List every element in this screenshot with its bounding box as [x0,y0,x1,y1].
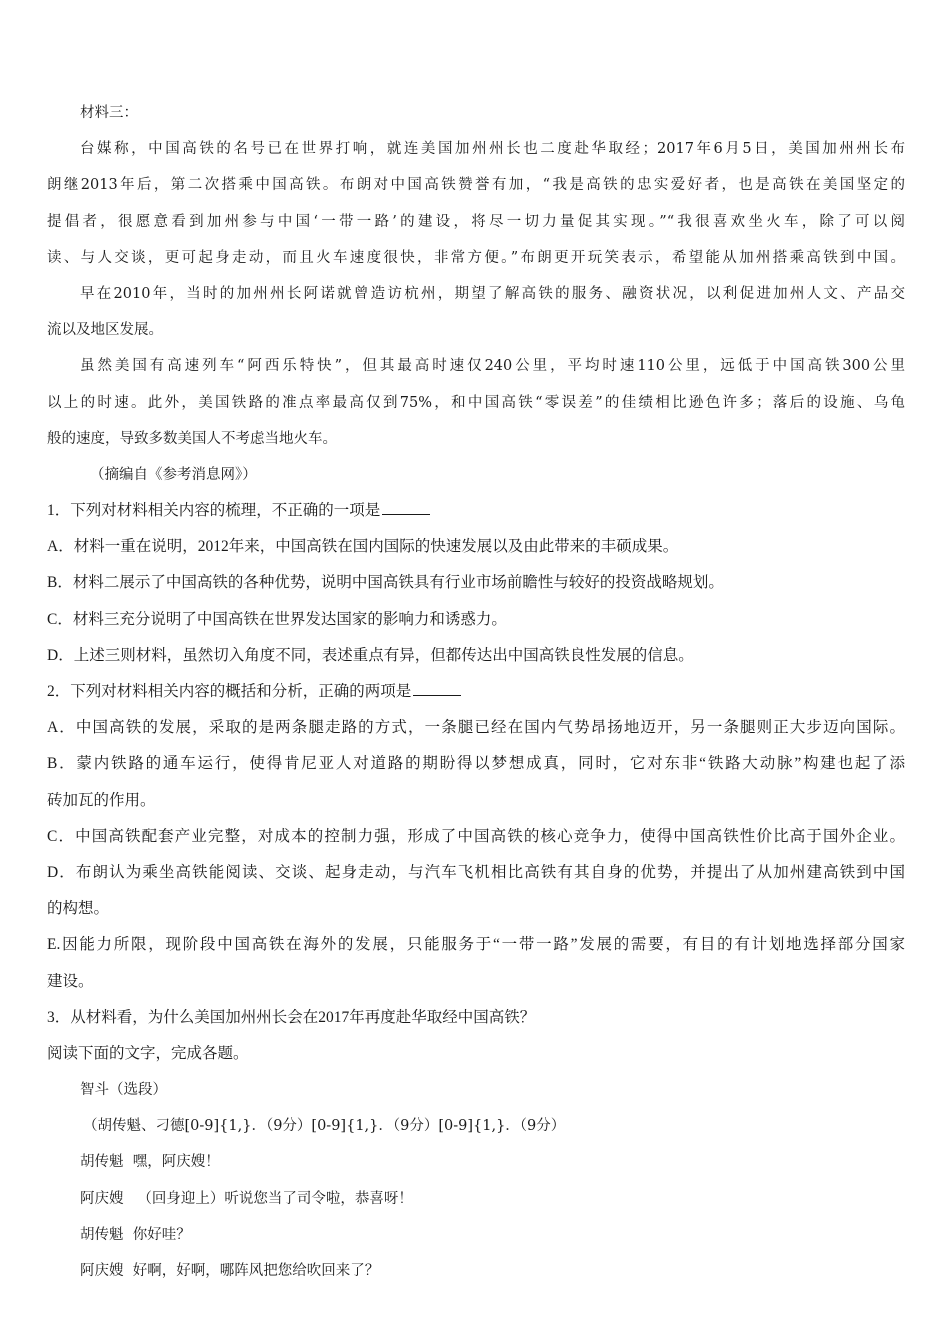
option-b: B．蒙内铁路的通车运行，使得肯尼亚人对道路的期盼得以梦想成真，同时，它对东非“铁路大动脉”构建也起了添 [47,755,905,773]
passage-credits: （胡传魁、刁德[0-9]{1,}．（9分）[0-9]{1,}．（9分）[0-9]{1,}．（9分） [83,1118,566,1135]
material-paragraph-line: 虽然美国有高速列车“阿西乐特快”，但其最高时速仅240公里，平均时速110公里，远低于中国高铁300公里 [80,358,905,375]
option-b: B．材料二展示了中国高铁的各种优势，说明中国高铁具有行业市场前瞻性与较好的投资战略规划。 [47,574,724,592]
option-c: C．材料三充分说明了中国高铁在世界发达国家的影响力和诱惑力。 [47,610,507,628]
dialogue-line [47,1181,905,1217]
material-paragraph-line: 朗继2013年后，第二次搭乘中国高铁。布朗对中国高铁赞誉有加，“我是高铁的忠实爱好者，也是高铁在美国坚定的 [47,177,905,194]
material-paragraph-line: 读、与人交谈，更可起身走动，而且火车速度很快，非常方便。”布朗更开玩笑表示，希望能从加州搭乘高铁到中国。 [47,249,905,266]
material-heading: 材料三： [80,105,138,121]
material-paragraph-line: 般的速度，导致多数美国人不考虑当地火车。 [47,430,337,447]
option-e-continued: 建设。 [47,972,94,990]
dialogue-speaker: 胡传魁 [80,1226,124,1243]
dialogue-text: （回身迎上）听说您当了司令啦，恭喜呀！ [137,1190,413,1207]
dialogue-line [47,1253,905,1289]
question-1-stem: 1．下列对材料相关内容的梳理，不正确的一项是 [47,502,381,520]
reading-instruction: 阅读下面的文字，完成各题。 [47,1044,249,1062]
dialogue-speaker: 胡传魁 [80,1154,124,1171]
material-paragraph-line: 早在2010年，当时的加州州长阿诺就曾造访杭州，期望了解高铁的服务、融资状况，以利促进加州人文、产品交 [80,285,905,302]
material-paragraph-line: 以上的时速。此外，美国铁路的准点率最高仅到75%，和中国高铁“零误差”的佳绩相比逊色许多；落后的设施、乌龟 [47,394,905,411]
material-paragraph-line: 流以及地区发展。 [47,322,163,339]
option-e: E.因能力所限，现阶段中国高铁在海外的发展，只能服务于“一带一路”发展的需要，有目的有计划地选择部分国家 [47,936,905,954]
dialogue-line [47,1217,905,1253]
answer-blank [382,500,430,515]
answer-blank [413,681,461,696]
passage-title: 智斗（选段） [80,1082,167,1099]
option-a: A．材料一重在说明，2012年来，中国高铁在国内国际的快速发展以及由此带来的丰硕成果。 [47,538,679,556]
question-stem [47,674,905,710]
dialogue-line [47,1144,905,1180]
option-b-continued: 砖加瓦的作用。 [47,791,156,809]
document-page [47,95,905,1289]
material-source: （摘编自《参考消息网》） [90,466,257,483]
option-c: C．中国高铁配套产业完整，对成本的控制力强，形成了中国高铁的核心竞争力，使得中国高铁性价比高于国外企业。 [47,827,905,845]
material-paragraph-line: 台媒称，中国高铁的名号已在世界打响，就连美国加州州长也二度赴华取经；2017年6月5日，美国加州州长布 [80,141,905,158]
question-3-stem: 3．从材料看，为什么美国加州州长会在2017年再度赴华取经中国高铁？ [47,1008,536,1026]
dialogue-text: 你好哇？ [132,1226,191,1243]
option-d: D．布朗认为乘坐高铁能阅读、交谈、起身走动，与汽车飞机相比高铁有其自身的优势，并提出了从加州建高铁到中国 [47,863,905,881]
option-d: D．上述三则材料，虽然切入角度不同，表述重点有异，但都传达出中国高铁良性发展的信息。 [47,646,694,664]
option-a: A．中国高铁的发展，采取的是两条腿走路的方式，一条腿已经在国内气势昂扬地迈开，另一条腿则正大步迈向国际。 [47,719,905,737]
dialogue-text: 好啊，好啊，哪阵风把您给吹回来了？ [132,1263,380,1279]
dialogue-speaker: 阿庆嫂 [80,1263,124,1279]
dialogue-speaker: 阿庆嫂 [80,1190,124,1207]
dialogue-text: 嘿，阿庆嫂！ [132,1154,220,1171]
option-d-continued: 的构想。 [47,900,110,918]
material-paragraph-line: 提倡者，很愿意看到加州参与中国‘一带一路’的建设，将尽一切力量促其实现。”“我很喜欢坐火车，除了可以阅 [47,213,905,230]
question-stem [47,493,905,529]
question-2-stem: 2．下列对材料相关内容的概括和分析，正确的两项是 [47,683,412,700]
